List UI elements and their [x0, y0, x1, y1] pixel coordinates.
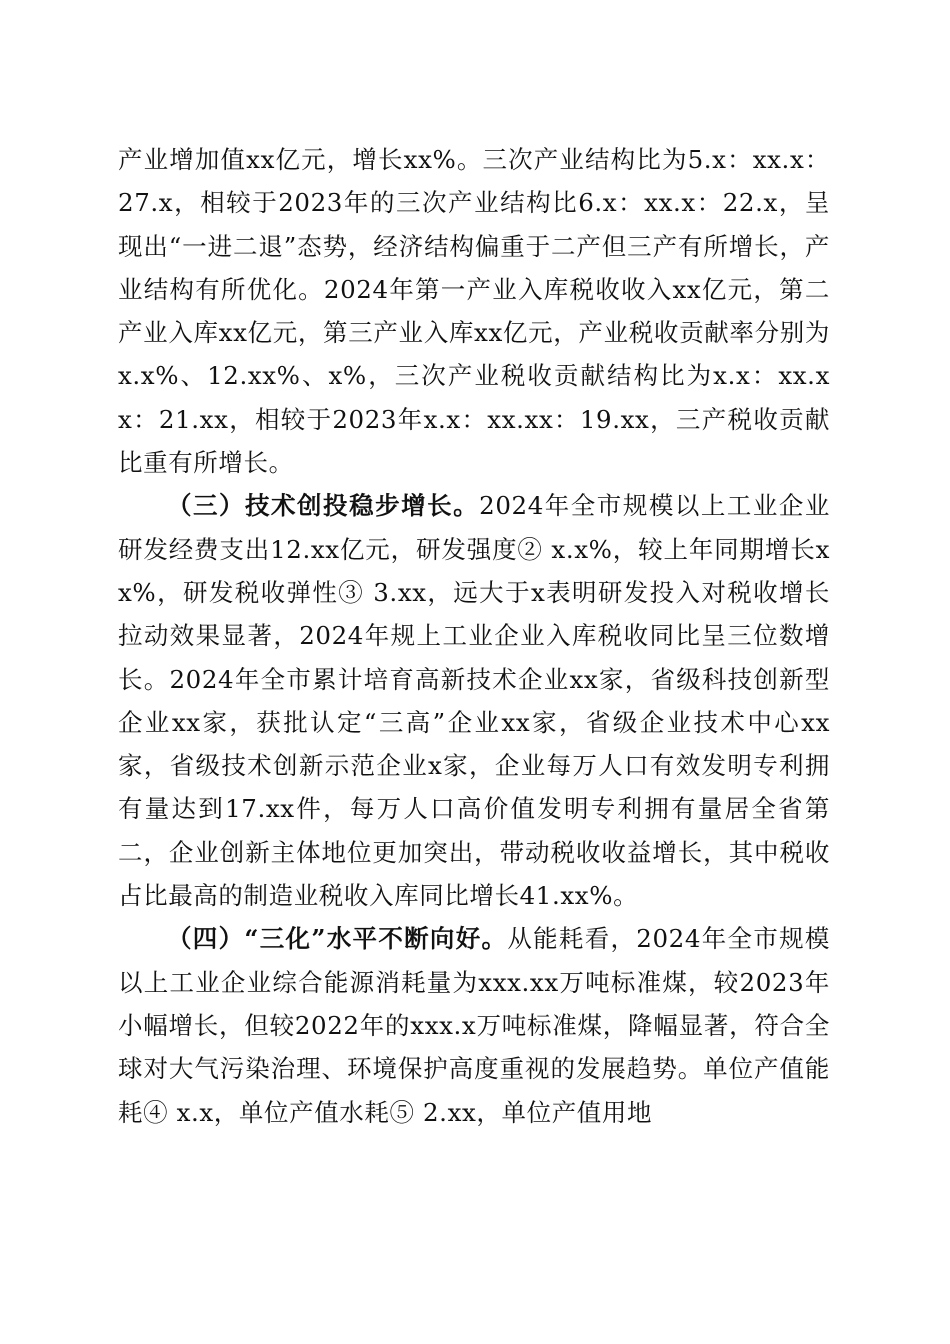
- document-page: [118, 138, 830, 1134]
- section-heading-3: （三）技术创投稳步增长。: [167, 491, 480, 521]
- paragraph-1-text: 产业增加值xx亿元，增长xx%。三次产业结构比为5.x：xx.x：27.x，相较于2023年的三次产业结构比6.x：xx.x：22.x，呈现出“一进二退”态势，经济结构偏重于二产但三产有所增长，产业结构有所优化。2024年第一产业入库税收收入xx亿元，第二产业入库xx亿元，第三产业入库xx亿元，产业税收贡献率分别为x.x%、12.xx%、x%，三次产业税收贡献结构比为x.x：xx.xx：21.xx，相较于2023年x.x：xx.xx：19.xx，三产税收贡献比重有所增长。: [118, 145, 830, 478]
- paragraph-industry-structure: [118, 138, 830, 484]
- paragraph-tech-investment: [118, 484, 830, 917]
- paragraph-2-text: 2024年全市规模以上工业企业研发经费支出12.xx亿元，研发强度② x.x%，较上年同期增长xx%，研发税收弹性③ 3.xx，远大于x表明研发投入对税收增长拉动效果显著，2024年规上工业企业入库税收同比呈三位数增长。2024年全市累计培育高新技术企业xx家，省级科技创新型企业xx家，获批认定“三高”企业xx家，省级企业技术中心xx家，省级技术创新示范企业x家，企业每万人口有效发明专利拥有量达到17.xx件，每万人口高价值发明专利拥有量居全省第二，企业创新主体地位更加突出，带动税收收益增长，其中税收占比最高的制造业税收入库同比增长41.xx%。: [118, 491, 830, 911]
- paragraph-3-text: 从能耗看，2024年全市规模以上工业企业综合能源消耗量为xxx.xx万吨标准煤，较2023年小幅增长，但较2022年的xxx.x万吨标准煤，降幅显著，符合全球对大气污染治理、环境保护高度重视的发展趋势。单位产值能耗④ x.x，单位产值水耗⑤ 2.xx，单位产值用地: [118, 924, 831, 1127]
- paragraph-three-transformations: [118, 917, 830, 1133]
- section-heading-4: （四）“三化”水平不断向好。: [167, 924, 508, 954]
